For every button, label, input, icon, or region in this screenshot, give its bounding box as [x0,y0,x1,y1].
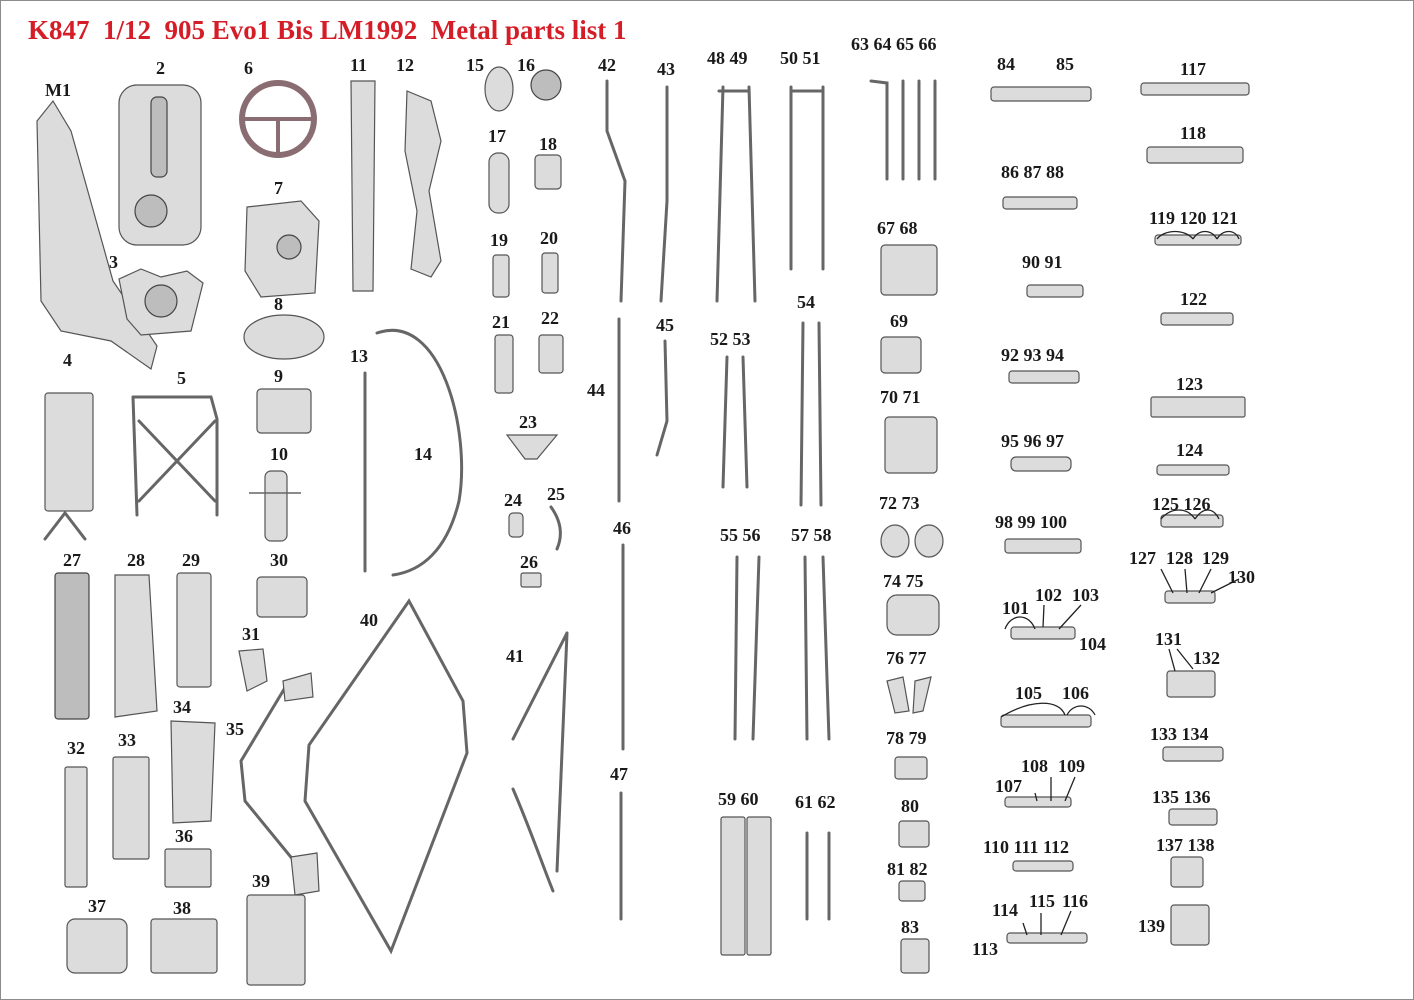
part-label-21: 21 [492,312,510,332]
part-label-83: 83 [901,917,919,937]
part-label-109: 109 [1058,756,1085,776]
part-label-40: 40 [360,610,378,630]
part-label-55-56: 55 56 [720,525,761,545]
part-label-28: 28 [127,550,145,570]
part-label-9: 9 [274,366,283,386]
part-label-115: 115 [1029,891,1056,911]
part-label-24: 24 [504,490,522,510]
part-label-67-68: 67 68 [877,218,918,238]
part-label-131: 131 [1155,629,1182,649]
part-label-11: 11 [350,55,368,75]
part-label-129: 129 [1202,548,1229,568]
part-label-8: 8 [274,294,283,314]
part-label-29: 29 [182,550,200,570]
part-label-26: 26 [520,552,538,572]
part-label-45: 45 [656,315,674,335]
part-label-22: 22 [541,308,559,328]
part-label-14: 14 [414,444,432,464]
part-label-135-136: 135 136 [1152,787,1211,807]
part-label-39: 39 [252,871,270,891]
part-label-122: 122 [1180,289,1207,309]
part-label-92-94: 92 93 94 [1001,345,1064,365]
part-label-10: 10 [270,444,288,464]
part-label-102: 102 [1035,585,1062,605]
part-label-105: 105 [1015,683,1042,703]
part-label-7: 7 [274,178,283,198]
part-label-106: 106 [1062,683,1089,703]
part-label-128: 128 [1166,548,1193,568]
part-label-34: 34 [173,697,191,717]
part-label-43: 43 [657,59,675,79]
part-label-81-82: 81 82 [887,859,928,879]
part-label-118: 118 [1180,123,1207,143]
part-label-46: 46 [613,518,631,538]
part-label-107: 107 [995,776,1022,796]
part-label-20: 20 [540,228,558,248]
part-label-133-134: 133 134 [1150,724,1209,744]
part-label-42: 42 [598,55,616,75]
part-label-113: 113 [972,939,999,959]
part-label-31: 31 [242,624,260,644]
part-label-116: 116 [1062,891,1089,911]
sheet-title: K847 1/12 905 Evo1 Bis LM1992 Metal parts list 1 [28,15,627,45]
part-label-47: 47 [610,764,628,784]
part-label-61-62: 61 62 [795,792,836,812]
part-label-137-138: 137 138 [1156,835,1215,855]
part-label-95-97: 95 96 97 [1001,431,1064,451]
part-label-38: 38 [173,898,191,918]
part-label-101: 101 [1002,598,1029,618]
part-label-72-73: 72 73 [879,493,920,513]
part-label-85: 85 [1056,54,1074,74]
part-label-80: 80 [901,796,919,816]
part-label-132: 132 [1193,648,1220,668]
part-label-108: 108 [1021,756,1048,776]
part-label-127: 127 [1129,548,1156,568]
part-label-74-75: 74 75 [883,571,924,591]
part-label-30: 30 [270,550,288,570]
part-label-125-126: 125 126 [1152,494,1211,514]
part-label-44: 44 [587,380,605,400]
part-label-13: 13 [350,346,368,366]
part-label-139: 139 [1138,916,1165,936]
part-label-103: 103 [1072,585,1099,605]
part-label-36: 36 [175,826,193,846]
part-label-25: 25 [547,484,565,504]
part-label-124: 124 [1176,440,1203,460]
part-label-52-53: 52 53 [710,329,751,349]
part-label-27: 27 [63,550,81,570]
part-label-70-71: 70 71 [880,387,921,407]
part-label-104: 104 [1079,634,1106,654]
part-label-19: 19 [490,230,508,250]
part-label-16: 16 [517,55,535,75]
part-label-32: 32 [67,738,85,758]
part-label-63-66: 63 64 65 66 [851,34,937,54]
part-label-3: 3 [109,252,118,272]
part-label-130: 130 [1228,567,1255,587]
part-label-48-49: 48 49 [707,48,748,68]
part-label-2: 2 [156,58,165,78]
part-label-57-58: 57 58 [791,525,832,545]
part-label-5: 5 [177,368,186,388]
part-label-37: 37 [88,896,106,916]
part-label-33: 33 [118,730,136,750]
part-label-114: 114 [992,900,1019,920]
part-label-50-51: 50 51 [780,48,821,68]
part-label-18: 18 [539,134,557,154]
part-label-86-88: 86 87 88 [1001,162,1064,182]
part-label-69: 69 [890,311,908,331]
part-label-119-121: 119 120 121 [1149,208,1239,228]
part-label-m1: M1 [45,80,71,100]
part-label-110-112: 110 111 112 [983,837,1070,857]
part-label-17: 17 [488,126,506,146]
part-label-98-100: 98 99 100 [995,512,1067,532]
part-label-15: 15 [466,55,484,75]
part-label-35: 35 [226,719,244,739]
part-label-23: 23 [519,412,537,432]
part-label-90-91: 90 91 [1022,252,1063,272]
part-label-41: 41 [506,646,524,666]
part-label-76-77: 76 77 [886,648,927,668]
part-label-4: 4 [63,350,72,370]
part-label-6: 6 [244,58,253,78]
part-label-123: 123 [1176,374,1203,394]
part-label-12: 12 [396,55,414,75]
part-label-84: 84 [997,54,1015,74]
part-label-78-79: 78 79 [886,728,927,748]
part-label-117: 117 [1180,59,1207,79]
part-label-59-60: 59 60 [718,789,759,809]
part-label-54: 54 [797,292,815,312]
